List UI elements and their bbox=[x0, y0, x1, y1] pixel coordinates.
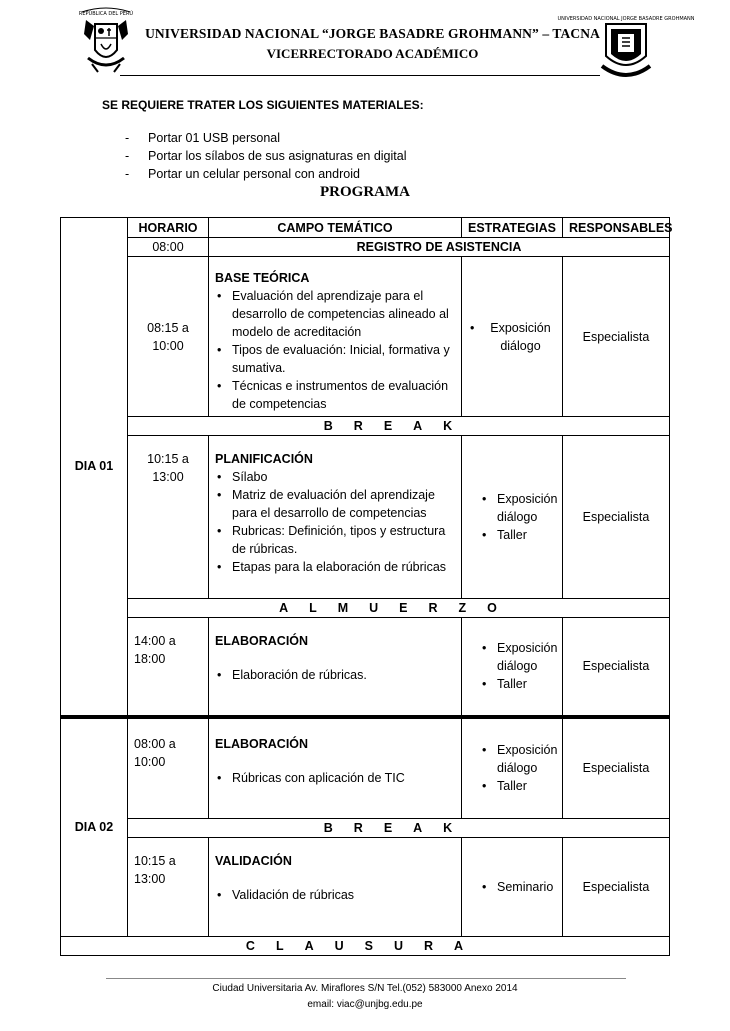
list-item: • Evaluación del aprendizaje para el desarrollo de competencias alineado al modelo de acreditación bbox=[232, 287, 455, 341]
list-item: • Matriz de evaluación del aprendizaje para el desarrollo de competencias bbox=[232, 486, 455, 522]
responsible-cell: Especialista bbox=[563, 436, 670, 599]
list-item: • Exposición diálogo bbox=[485, 319, 556, 355]
list-item: - Portar 01 USB personal bbox=[125, 131, 281, 145]
schedule-time: 08:00 bbox=[128, 238, 209, 257]
program-table bbox=[60, 217, 673, 956]
responsible-cell: Especialista bbox=[563, 717, 670, 819]
requirements-list bbox=[125, 129, 406, 183]
table-row bbox=[61, 838, 670, 937]
day-label: DIA 02 bbox=[61, 717, 128, 937]
table-row bbox=[61, 937, 670, 956]
column-header: ESTRATEGIAS bbox=[462, 218, 563, 238]
topic-title: BASE TEÓRICA bbox=[215, 271, 310, 285]
schedule-time: 10:15 a 13:00 bbox=[128, 436, 209, 599]
list-item: • Etapas para la elaboración de rúbricas bbox=[232, 558, 455, 576]
topic-cell bbox=[209, 838, 462, 937]
column-header: HORARIO bbox=[128, 218, 209, 238]
schedule-time: 08:00 a 10:00 bbox=[128, 717, 209, 819]
schedule-time: 08:15 a 10:00 bbox=[128, 257, 209, 417]
list-item: • Tipos de evaluación: Inicial, formativa y sumativa. bbox=[232, 341, 455, 377]
responsible-cell: Especialista bbox=[563, 257, 670, 417]
schedule-time: 10:15 a 13:00 bbox=[128, 838, 209, 937]
topic-title: ELABORACIÓN bbox=[215, 736, 309, 751]
header-divider bbox=[120, 75, 600, 76]
table-header-row bbox=[61, 218, 670, 238]
unjbg-university-seal-logo bbox=[557, 12, 695, 82]
responsible-cell: Especialista bbox=[563, 618, 670, 717]
table-row bbox=[61, 819, 670, 838]
strategies-cell bbox=[462, 838, 563, 937]
topic-cell bbox=[209, 717, 462, 819]
strategies-cell bbox=[462, 717, 563, 819]
schedule-time: 14:00 a 18:00 bbox=[128, 618, 209, 717]
responsible-cell: Especialista bbox=[563, 838, 670, 937]
topic-title: ELABORACIÓN bbox=[215, 634, 309, 648]
list-item: • Seminario bbox=[497, 878, 556, 896]
list-item: - Portar los sílabos de sus asignaturas en digital bbox=[125, 149, 407, 163]
list-item: • Taller bbox=[497, 675, 556, 693]
topic-cell bbox=[209, 436, 462, 599]
break-label: BREAK bbox=[128, 819, 670, 838]
table-row bbox=[61, 436, 670, 599]
table-row bbox=[61, 238, 670, 257]
list-item: • Rubricas: Definición, tipos y estructura de rúbricas. bbox=[232, 522, 455, 558]
table-row bbox=[61, 599, 670, 618]
table-row bbox=[61, 417, 670, 436]
break-label: BREAK bbox=[128, 417, 670, 436]
department-name: VICERRECTORADO ACADÉMICO bbox=[266, 46, 479, 61]
table-row bbox=[61, 257, 670, 417]
topic-title: PLANIFICACIÓN bbox=[215, 452, 313, 466]
list-item: • Taller bbox=[497, 777, 556, 795]
topic-title: VALIDACIÓN bbox=[215, 854, 292, 868]
strategies-cell bbox=[462, 618, 563, 717]
list-item: - Portar un celular personal con android bbox=[125, 167, 360, 181]
footer-address: Ciudad Universitaria Av. Miraflores S/N Tel.(052) 583000 Anexo 2014 bbox=[212, 983, 518, 994]
peru-coat-of-arms-logo bbox=[76, 6, 136, 78]
list-item: • Exposición diálogo bbox=[497, 741, 556, 777]
table-row bbox=[61, 717, 670, 819]
list-item: • Exposición diálogo bbox=[497, 639, 556, 675]
list-item: • Taller bbox=[497, 526, 556, 544]
list-item: • Técnicas e instrumentos de evaluación de competencias bbox=[232, 377, 455, 413]
list-item: • Validación de rúbricas bbox=[232, 886, 455, 904]
footer-divider bbox=[106, 978, 626, 979]
university-name: UNIVERSIDAD NACIONAL “JORGE BASADRE GROHMANN” – TACNA bbox=[145, 26, 600, 41]
seal-right-text: UNIVERSIDAD NACIONAL JORGE BASADRE GROHMANN bbox=[557, 16, 695, 22]
list-item: • Exposición diálogo bbox=[497, 490, 556, 526]
topic-cell bbox=[209, 257, 462, 417]
column-header: RESPONSABLES bbox=[563, 218, 670, 238]
seal-left-text: REPÚBLICA DEL PERÚ bbox=[78, 11, 134, 17]
day-label: DIA 01 bbox=[61, 218, 128, 717]
strategies-cell bbox=[462, 257, 563, 417]
footer-email: email: viac@unjbg.edu.pe bbox=[307, 999, 423, 1010]
requirements-title: SE REQUIERE TRATER LOS SIGUIENTES MATERIALES: bbox=[102, 98, 424, 112]
closing-label: CLAUSURA bbox=[61, 937, 670, 956]
strategies-cell bbox=[462, 436, 563, 599]
list-item: • Rúbricas con aplicación de TIC bbox=[232, 769, 455, 787]
lunch-label: ALMUERZO bbox=[128, 599, 670, 618]
table-row bbox=[61, 618, 670, 717]
list-item: • Sílabo bbox=[232, 468, 455, 486]
registration-label: REGISTRO DE ASISTENCIA bbox=[209, 238, 670, 257]
column-header: CAMPO TEMÁTICO bbox=[209, 218, 462, 238]
topic-cell bbox=[209, 618, 462, 717]
list-item: • Elaboración de rúbricas. bbox=[232, 666, 455, 684]
program-title: PROGRAMA bbox=[320, 184, 410, 200]
